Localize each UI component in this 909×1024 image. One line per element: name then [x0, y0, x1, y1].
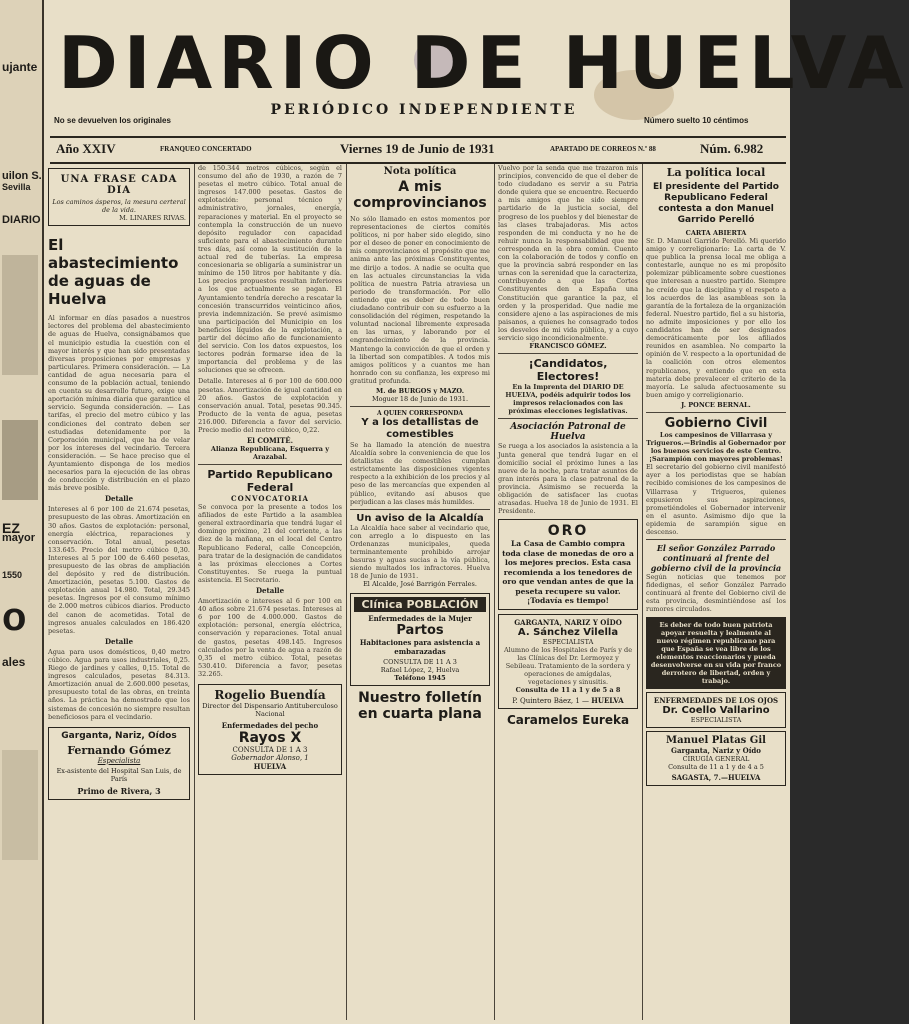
- dateline-bar: [50, 136, 786, 164]
- clinica-habitaciones: Habitaciones para asistencia a embarazadas: [359, 638, 481, 657]
- issue-number: Núm. 6.982: [700, 141, 764, 156]
- platas-addr: SAGASTA, 7.—HUELVA: [671, 773, 761, 783]
- column-5: [646, 164, 786, 1020]
- ad-platas-gil: [646, 731, 786, 786]
- platas-sub: CIRUGÍA GENERAL: [682, 755, 750, 764]
- ad-rogelio-buendia: [198, 684, 342, 775]
- strip-image-3: [2, 750, 38, 860]
- year-label: Año XXIV: [56, 141, 116, 156]
- oro-body: La Casa de Cambio compra toda clase de monedas de oro a los mejores precios. Esta casa recomienda a los tenedores de oro que vendan antes de que la peseta recupere su valor. ¡Todavía es tiempo!: [502, 539, 634, 606]
- frase-box: [48, 168, 190, 226]
- ad2-addr: Gobernador Alonso, 1: [231, 753, 309, 762]
- col4-body: Vuelvo por la senda que me trazaron mis principios, convencido de que el deber de todo ciudadano es servir a su Patria donde quiera que se encuentre. Recuerdo a mis amigos que he sido siempre partidario de la justicia social, del progreso de los pueblos y del bienestar de las clases trabajadoras. Mis actos responden de mi conducta y no he de rehuir nunca la responsabilidad que me corresponda en la obra común. Cuento con la colaboración de todos y confío en que la provincia sabrá responder en las urnas con la serenidad que la caracteriza, contribuyendo a que las Cortes Constituyentes den a España una Constitución que garantice la paz, el orden y la prosperidad. Que nadie me considere ajeno a las aspiraciones de mis paisanos, a quienes he consagrado todos los desvelos de mi vida pública, y a cuyo servicio sigo incondicionalmente.: [498, 164, 638, 342]
- alianza-note: Alianza Republicana, Esquerra y Arazabal.: [210, 445, 330, 462]
- article-body-col2: de 150.344 metros cúbicos, según el consumo del año de 1930, a razón de 7 pesetas el metro cúbico. Total anual de ingresos 147.000 pesetas. Gastos de explotación: personal técnico y administrativo, jornales, energía, reparaciones y material. En el proyecto se contempla la construcción de un nuevo depósito regulador con capacidad suficiente para el abastecimiento durante tres días, así como la sustitución de la actual red de tuberías. La empresa concesionaria se obligaría a suministrar un mínimo de 150 litros por habitante y día. Los precios propuestos resultan inferiores a los que actualmente se pagan. El Ayuntamiento tendría derecho a rescatar la concesión transcurridos veinticinco años, previa indemnización. Se prevé asimismo una participación del Municipio en los beneficios líquidos de la explotación, a partir del décimo año de funcionamiento del servicio. Con los datos expuestos, los lectores podrán formarse idea de la importancia del problema y de las soluciones que se ofrecen.: [198, 164, 342, 375]
- ad4-city: HUELVA: [591, 696, 624, 706]
- strip-text-7: 1550: [2, 570, 23, 580]
- oculista-spec: ESPECIALISTA: [690, 716, 742, 725]
- article-detail: Intereses al 6 por 100 de 21.674 pesetas, presupuesto de las obras. Amortización en 30 años. Gastos de explotación: personal, energía eléctrica, reparaciones y conservación. Total anual, pesetas 133.645. Precio del metro cúbico 0,30. Intereses al 5 por 100 de 6.460 pesetas, presupuesto de las obras de ampliación del depósito y red de distribución. Amortización, pesetas 5.100. Gastos de explotación anual 14.980. Total, 29.345 pesetas. Ingresos por el consumo mínimo de 2.000 metros cúbicos diarios. Producto del canon de acometidas. Total de ingresos anuales calculados en 186.420 pesetas.: [48, 505, 190, 635]
- detalle-col2: Amortización e intereses al 6 por 100 en 40 años sobre 21.674 pesetas. Intereses al 6 por 100 de 4.000.000. Gastos de explotación: personal, energía eléctrica, conservación y reparaciones. Total anual de gastos, pesetas 498.145. Ingresos calculados por la venta de agua a razón de 0,35 el metro cúbico. Total, pesetas 530.410. Diferencia a favor, pesetas 32.265.: [198, 597, 342, 678]
- apartado-label: APARTADO DE CORREOS N.º 88: [550, 145, 656, 153]
- ad4-addr: P. Quintero Báez, 1: [512, 697, 580, 706]
- gobierno-body: El secretario del gobierno civil manifestó ayer a los periodistas que se habían recibido comisiones de los campesinos de Villarrasa y Trigueros, quienes expusieron sus aspiraciones, prometiéndoles el Gobernador intervenir en el asunto. Asimismo dijo que la epidemia de sarampión sigue en descenso.: [646, 463, 786, 536]
- strip-image-2: [2, 420, 38, 500]
- strip-text-4: DIARIO: [2, 214, 41, 226]
- comprovincianos-body: No sólo llamado en estos momentos por representaciones de ciertos comités políticos, ni por haber sido elegido, sino por el deseo de poner en conocimiento de mis comprovincianos el propósito que me anima ante las próximas Constituyentes, me dirijo a todos. A nadie se oculta que en las actuales circunstancias la vida política de nuestra Patria atraviesa un periodo de transformación. Por ello entiendo que es deber de todo buen ciudadano contribuir con su esfuerzo a la consolidación del régimen, respetando la voluntad nacional libremente expresada en las urnas, y laborando por el engrandecimiento de la provincia. Mantengo la convicción de que el orden y la libertad son compatibles. A todos mis amigos políticos y a cuantos me han honrado con su confianza, les expreso mi gratitud profunda.: [350, 215, 490, 385]
- ad4-address: P. Quintero Báez, 1 — HUELVA: [512, 696, 624, 706]
- convocatoria-body: Se convoca por la presente a todos los afiliados de este Partido a la asamblea general extraordinaria que tendrá lugar el domingo próximo, 21 del corriente, a las diez de la mañana, en el local del Centro Republicano Federal, calle Concepción, para tratar de la designación de candidatos a las próximas elecciones a Cortes Constituyentes. Se ruega la puntual asistencia. El Secretario.: [198, 503, 342, 584]
- column-rule: [494, 164, 495, 1020]
- alcalde-firma: El Alcalde, José Barrigón Ferrales.: [363, 580, 477, 589]
- gobierno-sub: Los campesinos de Villarrasa y Trigueros.—Brindis al Gobernador por los buenos servicios de este Centro. ¡Sarampión con mayores problemas!: [646, 430, 786, 464]
- column-1: [48, 164, 190, 1020]
- ad4-consulta: Consulta de 11 a 1 y de 5 a 8: [515, 686, 621, 695]
- column-rule: [194, 164, 195, 1020]
- ad4-title: GARGANTA, NARIZ Y OÍDO: [514, 617, 622, 627]
- ad-fernando-gomez: [48, 727, 190, 800]
- headline-abastecimiento: El abastecimiento de aguas de Huelva: [48, 236, 179, 309]
- newspaper-subtitle: PERIÓDICO INDEPENDIENTE: [270, 102, 578, 118]
- clinica-partos: Partos: [396, 623, 444, 639]
- clinica-telefono: Teléfono 1945: [394, 674, 446, 683]
- clinica-title: Clínica POBLACIÓN: [354, 597, 486, 612]
- platas-name: Manuel Platas Gil: [666, 735, 766, 747]
- strip-image: [2, 255, 38, 375]
- ad1-name: Fernando Gómez: [67, 743, 171, 757]
- clinica-sub: Enfermedades de la Mujer: [368, 614, 472, 624]
- ad2-name: Rogelio Buendía: [214, 687, 326, 702]
- oculista-title: ENFERMEDADES DE LOS OJOS: [653, 696, 779, 706]
- frase-author: M. LINARES RIVAS.: [119, 214, 186, 223]
- divider: [646, 412, 786, 413]
- oro-box: [498, 519, 638, 610]
- ad1-title: Garganta, Nariz, Oídos: [61, 730, 177, 741]
- platas-consulta: Consulta de 11 a 1 y de 4 a 5: [668, 763, 764, 772]
- clinica-addr: Rafael López, 2, Huelva: [380, 666, 460, 675]
- asociacion-headline: Asociación Patronal de Huelva: [510, 422, 626, 443]
- divider: [350, 509, 490, 510]
- price-note: Número suelto 10 céntimos: [644, 116, 749, 125]
- detallistas-headline: Y a los detallistas de comestibles: [361, 416, 479, 440]
- headline-comprovincianos: A mis comprovincianos: [353, 179, 487, 211]
- issue-date: Viernes 19 de Junio de 1931: [340, 141, 495, 156]
- strip-text-9: ales: [2, 655, 26, 669]
- moguer-fecha: Moguer 18 de Junio de 1931.: [371, 394, 469, 403]
- ad2-desc: Director del Dispensario Antituberculoso Nacional: [202, 701, 338, 718]
- detalle-label-2: Detalle: [104, 636, 134, 646]
- caramelos-eureka: Caramelos Eureka: [506, 713, 630, 728]
- ad-clinica-poblacion: [350, 593, 490, 686]
- strip-text-3: Sevilla: [2, 182, 31, 192]
- ponce-firma: J. PONCE BERNAL.: [681, 400, 751, 409]
- carta-abierta: CARTA ABIERTA: [685, 229, 747, 237]
- ad1-street: Primo de Rivera, 3: [77, 785, 161, 796]
- column-2: [198, 164, 342, 1020]
- newspaper-title: DIARIO DE HUELVA: [58, 21, 909, 105]
- ad4-spec: ESPECIALISTA: [542, 637, 594, 646]
- candidatos-body: En la Imprenta del DIARIO DE HUELVA, podéis adquirir todos los impresos relacionados con las próximas elecciones legislativas.: [505, 383, 631, 416]
- gobierno-civil: Gobierno Civil: [664, 415, 768, 431]
- article-body-col2b: Detalle. Intereses al 6 por 100 de 600.000 pesetas. Amortización de igual cantidad en 20 años. Gastos de explotación y conservación anual. Total, pesetas 90.345. Producto de la venta de agua, pesetas 216.000. Diferencia a favor del servicio. Precio medio del metro cúbico, 0,22.: [198, 377, 342, 434]
- strip-text-6: mayor: [2, 532, 36, 544]
- francisco-firma: FRANCISCO GÓMEZ.: [529, 342, 607, 351]
- divider: [646, 539, 786, 540]
- franqueo-label: FRANQUEO CONCERTADO: [160, 145, 252, 153]
- detalle-label-col2: Detalle: [255, 586, 285, 596]
- gonzalez-body: Según noticias que tenemos por fidedignas, el señor González Parrado continuará al frente del Gobierno civil de esta provincia, desmintiéndose así los rumores circulados.: [646, 573, 786, 614]
- detalle-label: Detalle: [104, 494, 134, 504]
- candidatos-headline: ¡Candidatos, Electores!: [528, 357, 608, 384]
- ad2-rayos: Rayos X: [238, 729, 302, 746]
- quien-corresponda: A QUIEN CORRESPONDA: [376, 409, 464, 417]
- strip-text-5: EZ: [2, 520, 20, 536]
- frase-quote: Los caminos ásperos, la mesura certeral de la vida.: [52, 198, 186, 215]
- aviso-alcaldia: Un aviso de la Alcaldía: [356, 512, 484, 524]
- oro-title: ORO: [547, 523, 589, 540]
- convocatoria-label: CONVOCATORIA: [231, 494, 309, 504]
- article-detail-2: Agua para usos domésticos, 0,40 metro cúbico. Agua para usos industriales, 0,25. Riego de jardines y calles, 0,15. Total de ingresos calculados, pesetas 84.313. Amortización anual de 2.600.000 pesetas, presupuesto total de las obras, en treinta años. La práctica ha demostrado que los sistemas de concesión no siempre resultan beneficiosos para el vecindario.: [48, 647, 190, 721]
- ad2-sub: Enfermedades del pecho: [221, 720, 319, 730]
- burgos-firma: M. de BURGOS y MAZO.: [376, 386, 464, 395]
- partido-title: Partido Republicano Federal: [207, 468, 333, 495]
- page-content: [44, 0, 909, 1024]
- ad4-name: A. Sánchez Vilella: [517, 626, 619, 638]
- folletin-note: Nuestro folletín en cuarta plana: [358, 690, 482, 723]
- article-body: Al informar en días pasados a nuestros lectores del problema del abastecimiento de aguas de Huelva, consignábamos que el municipio estudia la cuestión con el mayor interés y que han sido presentadas diversas proposiciones por empresas y particulares. Primera consideración. — La cantidad de agua necesaria para el consumo de la población actual, teniendo en cuenta su desarrollo futuro, exige una aportación mínima diaria que garantice el servicio. Segunda consideración. — Las tarifas, el precio del metro cúbico y las condiciones del contrato deben ser estudiadas detenidamente por la Corporación municipal, que ha de velar por los intereses del vecindario. Tercera consideración. — Se hace preciso que el Ayuntamiento disponga de los medios necesarios para la ejecución de las obras de conducción y distribución en el plazo más breve posible.: [48, 314, 190, 493]
- strip-text-8: o: [2, 595, 27, 639]
- divider: [498, 353, 638, 354]
- strip-text-2: uilon S.: [2, 170, 42, 182]
- adjacent-page-strip: [0, 0, 44, 1024]
- politica-local: La política local: [666, 166, 766, 179]
- asociacion-body: Se ruega a los asociados la asistencia a la Junta general que tendrá lugar en el domicilio social el próximo lunes a las nueve de la noche, para tratar asuntos de gran interés para la clase patronal de la provincia. Asimismo se recuerda la obligación de satisfacer las cuotas atrasadas. Huelva 18 de Junio de 1931. El Presidente.: [498, 442, 638, 516]
- ad2-city: HUELVA: [253, 761, 287, 771]
- carta-body: Sr. D. Manuel Garrido Perelló. Mi querido amigo y correligionario: La carta de V. que publica la prensa local me obliga a contestarle, aunque no es mi propósito polemizar públicamente sobre cuestiones que interesan a nuestro partido. Siempre he creído que la disciplina y el respeto a los acuerdos de las asambleas son la garantía de la fortaleza de la organización federal. Nuestro partido, fiel a su historia, no admite imposiciones y por ello los candidatos han de ser designados democráticamente por los afiliados reunidos en asamblea. No comparto la opinión de V. respecto a la oportunidad de la coalición con otros elementos republicanos, y entiendo que en esta materia debe prevalecer el criterio de la mayoría. Le saluda afectuosamente su buen amigo y correligionario.: [646, 237, 786, 399]
- detallistas-body: Se ha llamado la atención de nuestra Alcaldía sobre la conveniencia de que los detallistas de comestibles cumplan estrictamente las disposiciones vigentes respecto a la exhibición de los precios y al peso de las mercancías que expenden al público, evitando así abusos que perjudican a las clases más humildes.: [350, 440, 490, 506]
- aviso-body: La Alcaldía hace saber al vecindario que, con arreglo a lo dispuesto en las Ordenanzas municipales, queda terminantemente prohibido arrojar basuras y aguas sucias a la vía pública, siendo multados los infractores. Huelva 18 de Junio de 1931.: [350, 523, 490, 581]
- ad-sanchez-vilella: [498, 614, 638, 709]
- ad1-addr: Ex-asistente del Hospital San Luis, de París: [56, 766, 182, 783]
- column-4: [498, 164, 638, 1020]
- column-3: [350, 164, 490, 1020]
- divider: [350, 406, 490, 407]
- patriota-text: Es deber de todo buen patriota apoyar resuelta y lealmente al nuevo régimen republicano para que España se vea libre de los elementos reaccionarios y pueda desenvolverse en su vida por franco derrotero de libertad, orden y trabajo.: [650, 620, 782, 686]
- ad1-spec: Especialista: [97, 756, 141, 765]
- platas-spec: Garganta, Nariz y Oído: [671, 746, 761, 756]
- frase-title: UNA FRASE CADA DIA: [60, 174, 178, 196]
- column-rule: [642, 164, 643, 1020]
- strip-text-1: ujante: [2, 60, 38, 74]
- oculista-name: Dr. Coello Vallarino: [662, 705, 770, 717]
- ad-coello-vallarino: [646, 692, 786, 728]
- divider: [198, 464, 342, 465]
- comite-firma: El COMITÉ.: [246, 436, 294, 446]
- headline-presidente: El presidente del Partido Republicano Federal contesta a don Manuel Garrido Perelló: [653, 182, 779, 225]
- ad2-consulta: CONSULTA DE 1 A 3: [232, 745, 308, 754]
- divider: [498, 418, 638, 419]
- column-rule: [346, 164, 347, 1020]
- originals-note: No se devuelven los originales: [54, 116, 171, 125]
- nota-politica-label: Nota política: [383, 166, 457, 177]
- clinica-consulta: CONSULTA DE 11 A 3: [383, 658, 457, 667]
- ad4-desc: Alumno de los Hospitales de París y de las Clínicas del Dr. Lermoyez y Sebileau. Tratamiento de la sordera y operaciones de amígdalas, vegetaciones y sinusitis.: [503, 645, 633, 687]
- patriota-box: [646, 617, 786, 690]
- gonzalez-headline: El señor González Parrado continuará al frente del gobierno civil de la provincia: [650, 543, 782, 574]
